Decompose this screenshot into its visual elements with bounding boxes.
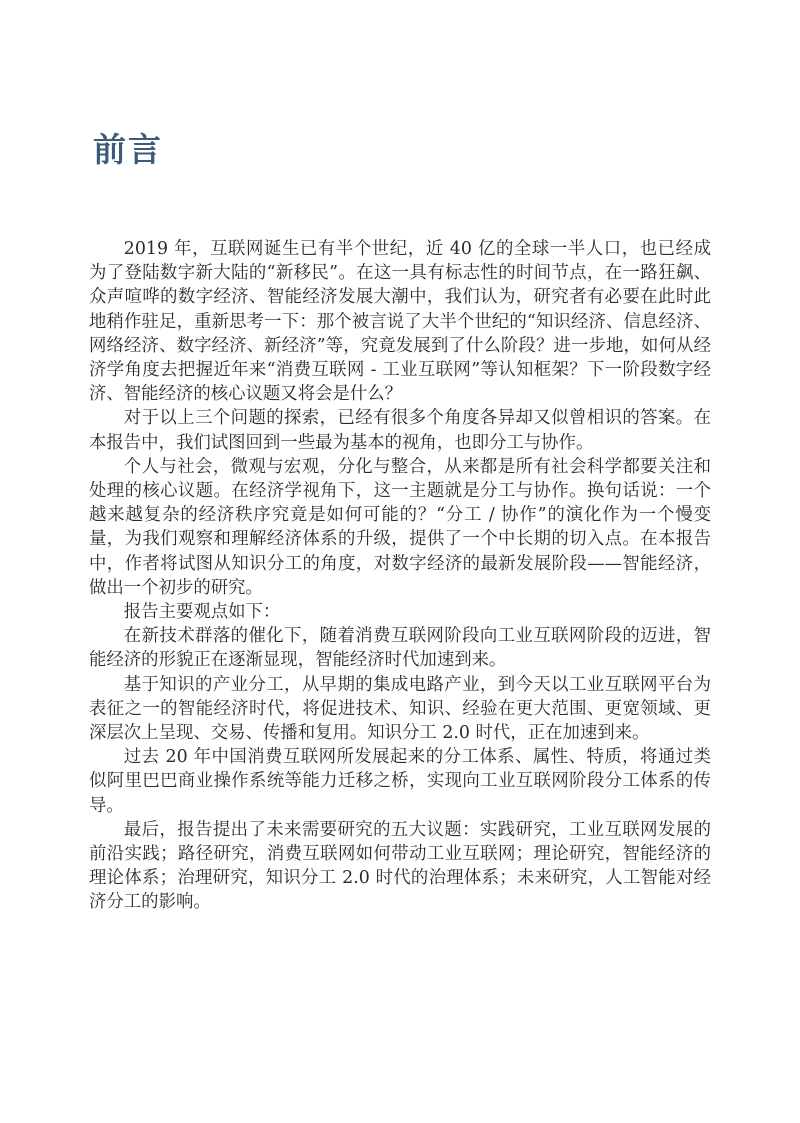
- paragraph-point-4: 最后，报告提出了未来需要研究的五大议题：实践研究，工业互联网发展的前沿实践；路径研究，消费互联网如何带动工业互联网；理论研究，智能经济的理论体系；治理研究，知识分工 2.0 时代的治理体系；未来研究，人工智能对经济分工的影响。: [89, 819, 711, 913]
- paragraph-intro: 2019 年，互联网诞生已有半个世纪，近 40 亿的全球一半人口，也已经成为了登陆数字新大陆的“新移民”。在这一具有标志性的时间节点，在一路狂飙、众声喧哗的数字经济、智能经济发展大潮中，我们认为，研究者有必要在此时此地稍作驻足，重新思考一下：那个被言说了大半个世纪的“知识经济、信息经济、网络经济、数字经济、新经济”等，究竟发展到了什么阶段？进一步地，如何从经济学角度去把握近年来“消费互联网 - 工业互联网”等认知框架？下一阶段数字经济、智能经济的核心议题又将会是什么？: [89, 239, 711, 405]
- paragraph-point-3: 过去 20 年中国消费互联网所发展起来的分工体系、属性、特质，将通过类似阿里巴巴商业操作系统等能力迁移之桥，实现向工业互联网阶段分工体系的传导。: [89, 747, 711, 816]
- paragraph-division-of-labor: 个人与社会，微观与宏观，分化与整合，从来都是所有社会科学都要关注和处理的核心议题。在经济学视角下，这一主题就是分工与协作。换句话说：一个越来越复杂的经济秩序究竟是如何可能的？“分工 / 协作”的演化作为一个慢变量，为我们观察和理解经济体系的升级，提供了一个中长期的切入点。在本报告中，作者将试图从知识分工的角度，对数字经济的最新发展阶段——智能经济，做出一个初步的研究。: [89, 456, 711, 598]
- paragraph-main-points-heading: 报告主要观点如下：: [123, 602, 281, 623]
- body-text: [89, 237, 711, 915]
- paragraph-point-1: 在新技术群落的催化下，随着消费互联网阶段向工业互联网阶段的迈进，智能经济的形貌正在逐渐显现，智能经济时代加速到来。: [89, 626, 711, 671]
- paragraph-approach: 对于以上三个问题的探索，已经有很多个角度各异却又似曾相识的答案。在本报告中，我们试图回到一些最为基本的视角，也即分工与协作。: [89, 408, 711, 453]
- page-title: 前言: [93, 130, 163, 169]
- paragraph-point-2: 基于知识的产业分工，从早期的集成电路产业，到今天以工业互联网平台为表征之一的智能经济时代，将促进技术、知识、经验在更大范围、更宽领域、更深层次上呈现、交易、传播和复用。知识分工 2.0 时代，正在加速到来。: [89, 674, 711, 744]
